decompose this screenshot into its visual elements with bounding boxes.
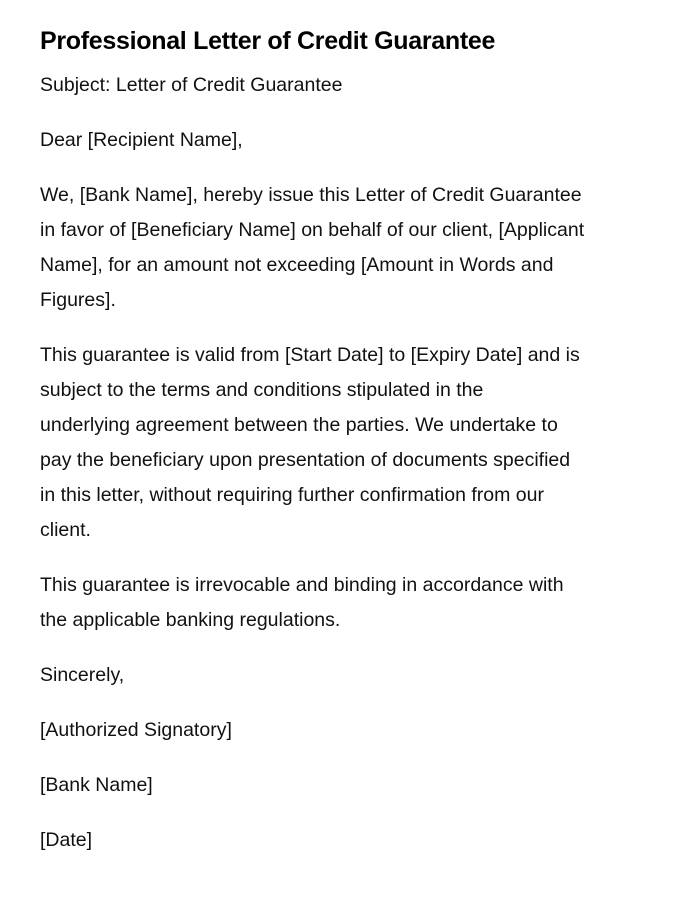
text-line: the applicable banking regulations. bbox=[40, 609, 341, 631]
text-line: in favor of [Beneficiary Name] on behalf of our client, [Applicant bbox=[40, 219, 585, 241]
text-line: underlying agreement between the parties. We undertake to bbox=[40, 414, 558, 436]
text-line: pay the beneficiary upon presentation of documents specified bbox=[40, 449, 571, 471]
text-line: subject to the terms and conditions stipulated in the bbox=[40, 379, 484, 401]
text-line: We, [Bank Name], hereby issue this Letter of Credit Guarantee bbox=[40, 184, 582, 206]
body-paragraph-irrevocable bbox=[40, 568, 670, 638]
document-title: Professional Letter of Credit Guarantee bbox=[40, 27, 496, 55]
body-paragraph-issuance bbox=[40, 178, 670, 318]
subject-line: Subject: Letter of Credit Guarantee bbox=[40, 74, 343, 96]
text-line: Figures]. bbox=[40, 289, 116, 311]
letter-document bbox=[40, 24, 670, 878]
text-line: client. bbox=[40, 519, 91, 541]
text-line: in this letter, without requiring further confirmation from our bbox=[40, 484, 544, 506]
text-line: Name], for an amount not exceeding [Amount in Words and bbox=[40, 254, 554, 276]
date: [Date] bbox=[40, 829, 93, 851]
signatory: [Authorized Signatory] bbox=[40, 719, 232, 741]
body-paragraph-validity bbox=[40, 338, 670, 548]
text-line: This guarantee is valid from [Start Date] to [Expiry Date] and is bbox=[40, 344, 580, 366]
text-line: This guarantee is irrevocable and binding in accordance with bbox=[40, 574, 564, 596]
salutation: Dear [Recipient Name], bbox=[40, 129, 243, 151]
bank-name: [Bank Name] bbox=[40, 774, 153, 796]
closing: Sincerely, bbox=[40, 664, 125, 686]
